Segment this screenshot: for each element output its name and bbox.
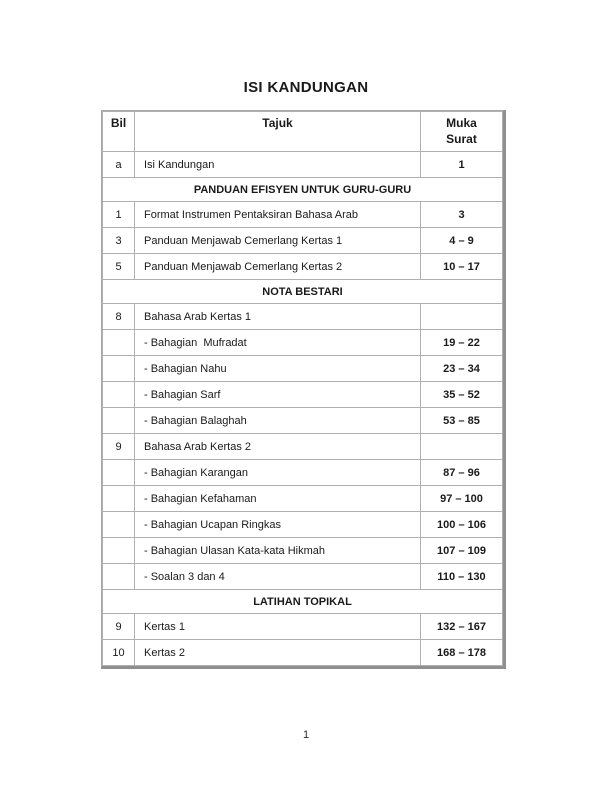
muka-cell: 10 – 17: [421, 254, 503, 280]
table-row: [103, 356, 503, 382]
bil-cell: a: [103, 152, 135, 178]
bil-cell: 5: [103, 254, 135, 280]
tajuk-cell: Format Instrumen Pentaksiran Bahasa Arab: [135, 202, 421, 228]
tajuk-cell: - Bahagian Karangan: [135, 460, 421, 486]
muka-cell: 1: [421, 152, 503, 178]
tajuk-cell: Bahasa Arab Kertas 2: [135, 434, 421, 460]
muka-cell: 53 – 85: [421, 408, 503, 434]
table-row: [103, 564, 503, 590]
toc-table-body: [103, 152, 503, 666]
table-row: [103, 254, 503, 280]
bil-cell: 9: [103, 434, 135, 460]
muka-cell: 100 – 106: [421, 512, 503, 538]
table-row: [103, 512, 503, 538]
muka-cell: 3: [421, 202, 503, 228]
tajuk-cell: - Bahagian Ulasan Kata-kata Hikmah: [135, 538, 421, 564]
tajuk-cell: Isi Kandungan: [135, 152, 421, 178]
muka-cell: 87 – 96: [421, 460, 503, 486]
tajuk-cell: Panduan Menjawab Cemerlang Kertas 1: [135, 228, 421, 254]
bil-cell: [103, 512, 135, 538]
column-header-muka-surat: [421, 112, 503, 152]
tajuk-cell: Kertas 1: [135, 614, 421, 640]
bil-cell: 10: [103, 640, 135, 666]
table-row: [103, 460, 503, 486]
bil-cell: 8: [103, 304, 135, 330]
bil-cell: [103, 382, 135, 408]
section-row: [103, 590, 503, 614]
muka-cell: 132 – 167: [421, 614, 503, 640]
tajuk-cell: - Bahagian Ucapan Ringkas: [135, 512, 421, 538]
tajuk-cell: Bahasa Arab Kertas 1: [135, 304, 421, 330]
section-label: PANDUAN EFISYEN UNTUK GURU-GURU: [103, 178, 503, 202]
bil-cell: 3: [103, 228, 135, 254]
section-row: [103, 178, 503, 202]
section-label: LATIHAN TOPIKAL: [103, 590, 503, 614]
bil-cell: [103, 538, 135, 564]
table-row: [103, 614, 503, 640]
section-row: [103, 280, 503, 304]
bil-cell: [103, 564, 135, 590]
muka-cell: 4 – 9: [421, 228, 503, 254]
table-row: [103, 228, 503, 254]
tajuk-cell: Panduan Menjawab Cemerlang Kertas 2: [135, 254, 421, 280]
table-row: [103, 330, 503, 356]
muka-cell: 97 – 100: [421, 486, 503, 512]
header-row: [103, 112, 503, 152]
toc-table: [102, 111, 503, 666]
column-header-tajuk: Tajuk: [135, 112, 421, 152]
table-row: [103, 434, 503, 460]
muka-cell: 110 – 130: [421, 564, 503, 590]
tajuk-cell: - Bahagian Kefahaman: [135, 486, 421, 512]
table-row: [103, 382, 503, 408]
bil-cell: [103, 356, 135, 382]
muka-cell: 168 – 178: [421, 640, 503, 666]
muka-cell: [421, 304, 503, 330]
bil-cell: [103, 486, 135, 512]
tajuk-cell: - Soalan 3 dan 4: [135, 564, 421, 590]
muka-cell: [421, 434, 503, 460]
muka-cell: 107 – 109: [421, 538, 503, 564]
section-label: NOTA BESTARI: [103, 280, 503, 304]
bil-cell: [103, 330, 135, 356]
bil-cell: [103, 460, 135, 486]
column-header-bil: Bil: [103, 112, 135, 152]
tajuk-cell: - Bahagian Balaghah: [135, 408, 421, 434]
table-row: [103, 486, 503, 512]
toc-table-container: [101, 110, 506, 669]
table-row: [103, 304, 503, 330]
tajuk-cell: - Bahagian Sarf: [135, 382, 421, 408]
tajuk-cell: - Bahagian Mufradat: [135, 330, 421, 356]
bil-cell: 1: [103, 202, 135, 228]
muka-cell: 35 – 52: [421, 382, 503, 408]
page-title: ISI KANDUNGAN: [243, 79, 369, 96]
tajuk-cell: - Bahagian Nahu: [135, 356, 421, 382]
bil-cell: [103, 408, 135, 434]
column-header-muka-surat-label: Muka Surat: [446, 116, 477, 146]
page-number: 1: [302, 729, 310, 741]
table-row: [103, 640, 503, 666]
muka-cell: 19 – 22: [421, 330, 503, 356]
table-row: [103, 408, 503, 434]
bil-cell: 9: [103, 614, 135, 640]
muka-cell: 23 – 34: [421, 356, 503, 382]
table-row: [103, 202, 503, 228]
table-row: [103, 152, 503, 178]
table-row: [103, 538, 503, 564]
tajuk-cell: Kertas 2: [135, 640, 421, 666]
